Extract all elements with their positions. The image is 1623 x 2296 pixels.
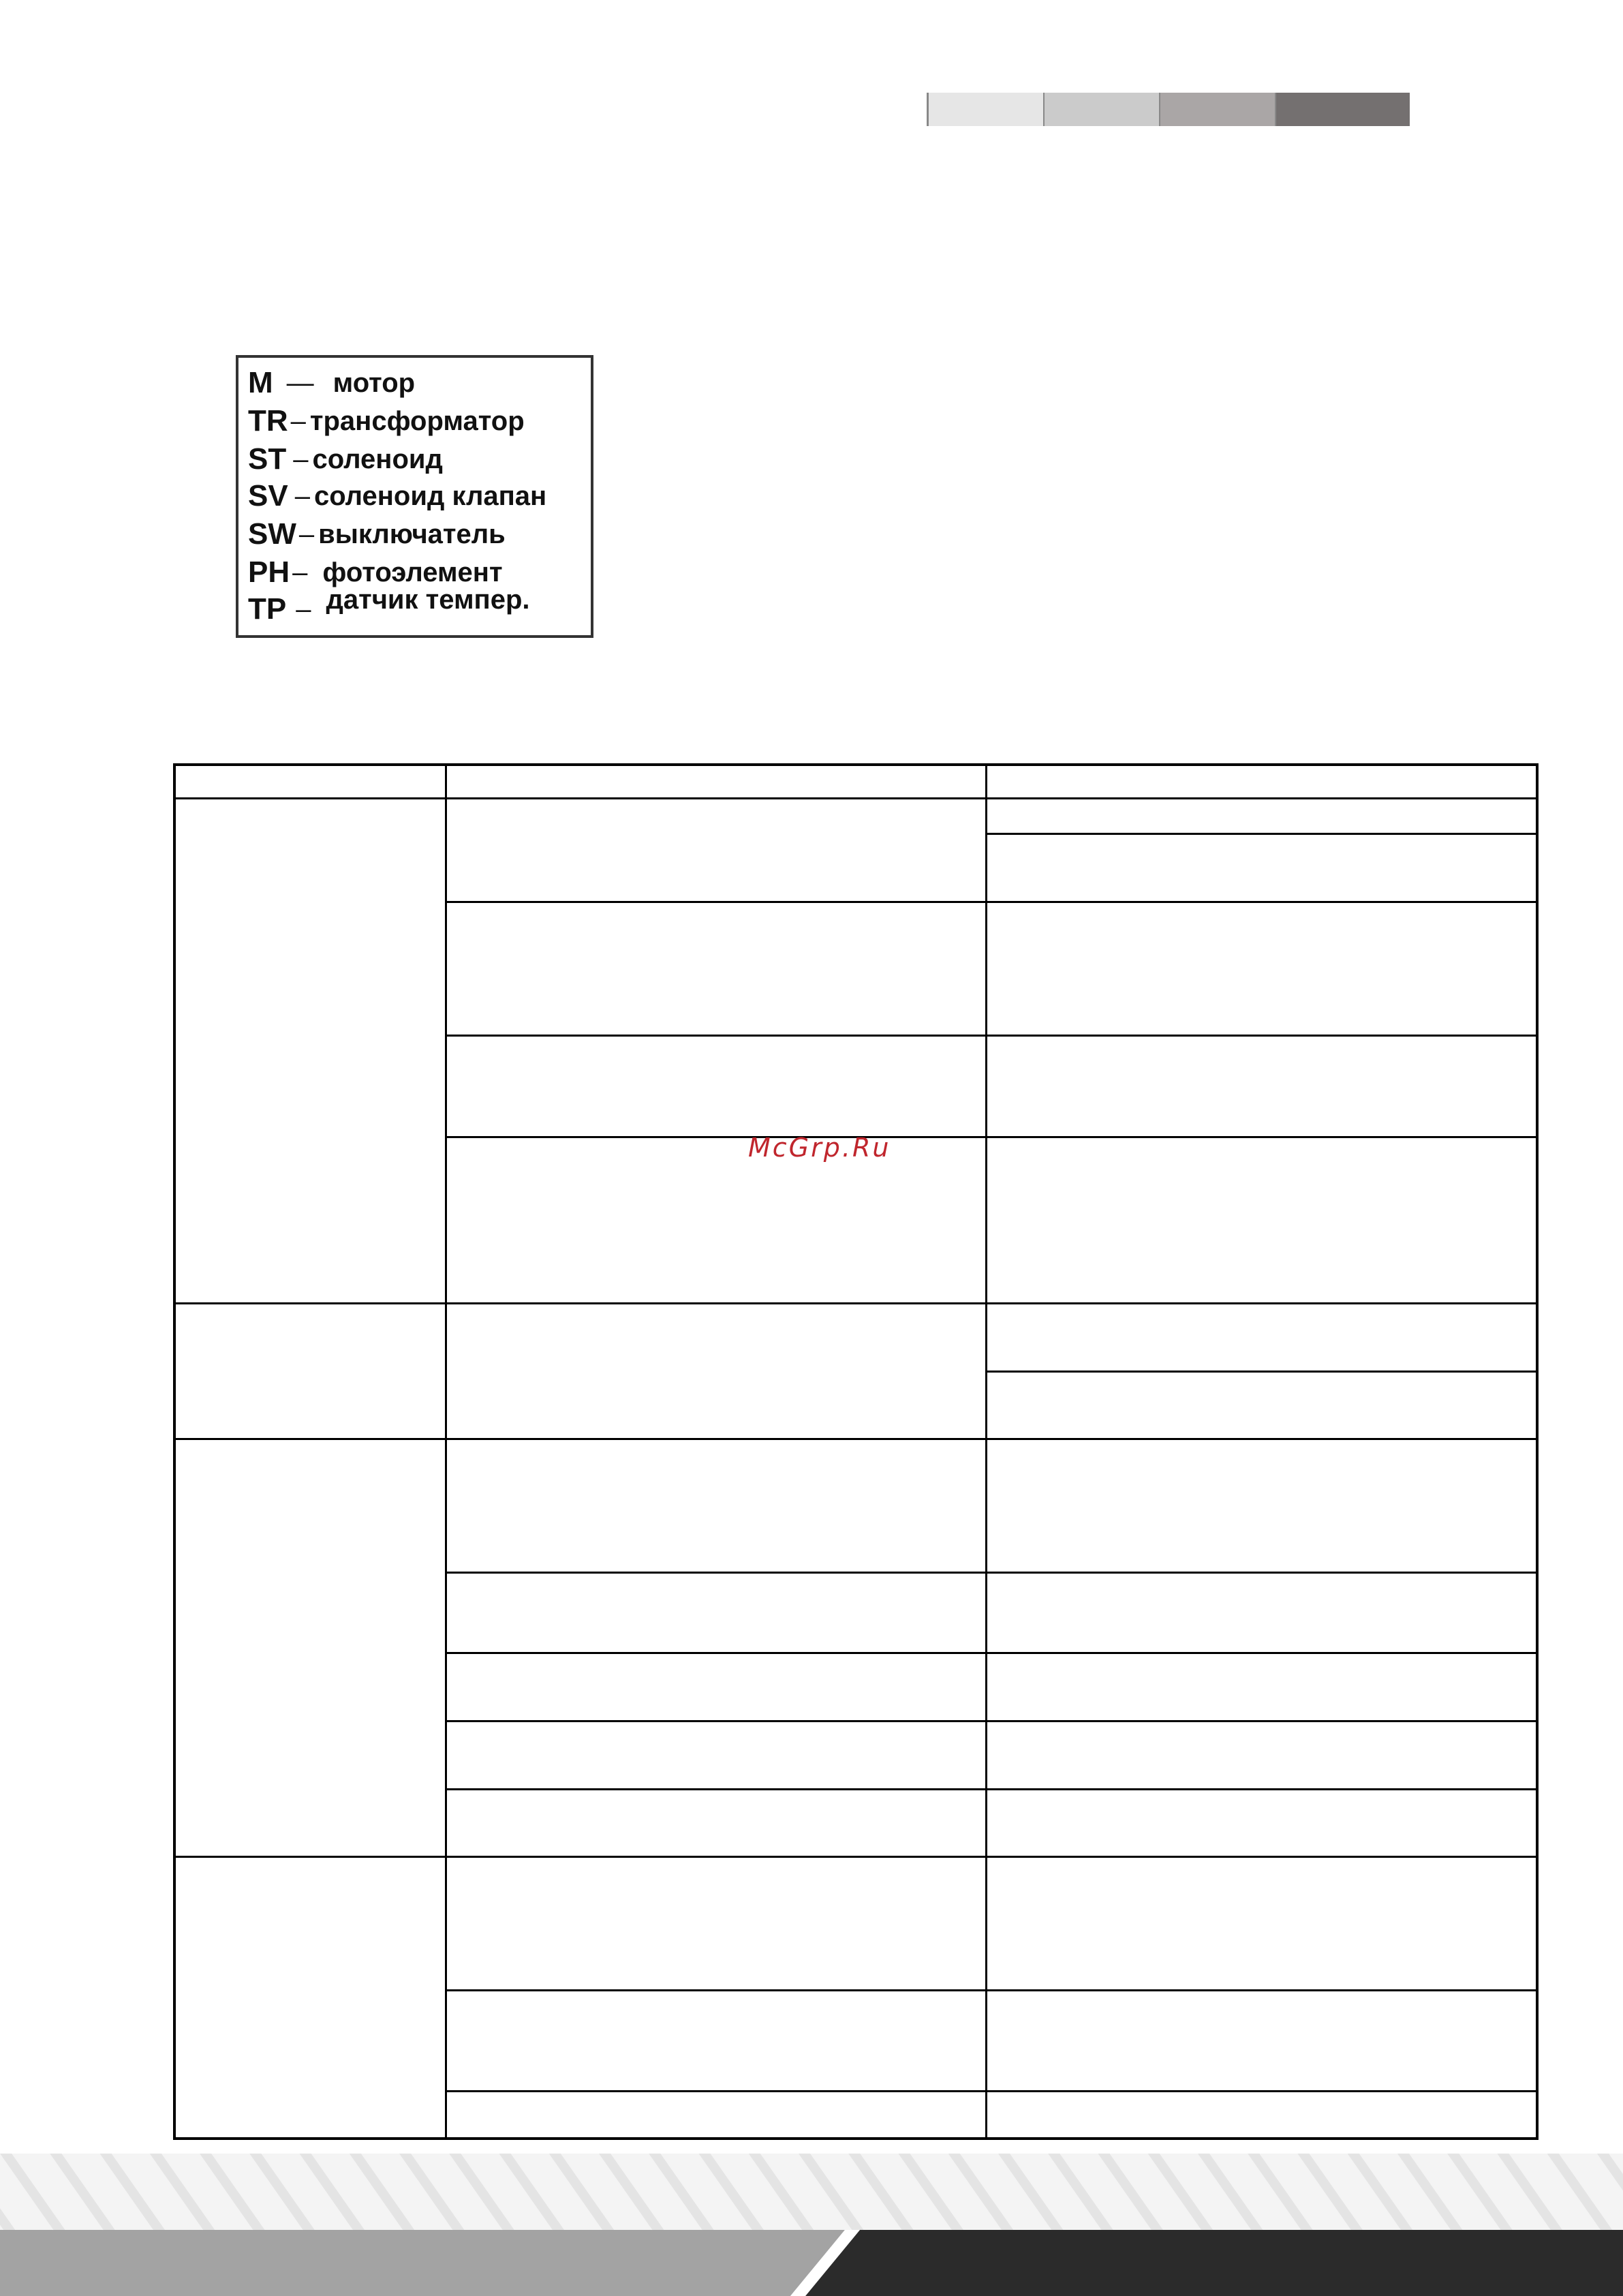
- row-divider: [445, 1788, 1539, 1790]
- row-divider: [445, 1989, 1539, 1991]
- table-right-border: [1536, 763, 1539, 2140]
- legend-dash: –: [294, 480, 310, 511]
- column-divider-2: [985, 763, 987, 2140]
- legend-code: PH: [248, 555, 290, 589]
- legend-desc: датчик темпер.: [326, 584, 530, 615]
- table-bottom-border: [173, 2137, 1539, 2140]
- table-left-border: [173, 763, 176, 2140]
- row-divider: [985, 833, 1539, 835]
- legend-dash: –: [290, 405, 306, 436]
- strip-segment-3: [1160, 93, 1276, 126]
- legend-code: TR: [248, 404, 288, 438]
- legend-desc: соленоид клапан: [313, 480, 547, 511]
- legend-code: M: [248, 366, 273, 399]
- watermark-text: McGrp.Ru: [748, 1133, 891, 1163]
- row-divider: [445, 1720, 1539, 1722]
- legend-item: [248, 365, 415, 401]
- legend-desc: соленоид: [312, 444, 443, 474]
- legend-dash: –: [292, 557, 308, 587]
- row-divider: [445, 1572, 1539, 1574]
- legend-desc: мотор: [333, 367, 416, 398]
- legend-desc: трансформатор: [309, 405, 525, 436]
- group-divider: [173, 1302, 1539, 1304]
- strip-segment-2: [1045, 93, 1160, 126]
- legend-code: ST: [248, 442, 287, 476]
- header-color-strip: [927, 93, 1410, 126]
- column-divider-1: [445, 763, 447, 2140]
- legend-dash: –: [293, 444, 309, 474]
- strip-segment-4: [1276, 93, 1410, 126]
- legend-dash: –: [298, 519, 315, 549]
- legend-item: [248, 478, 546, 515]
- row-divider: [445, 1136, 1539, 1138]
- strip-segment-1: [929, 93, 1045, 126]
- table-top-border: [173, 763, 1539, 766]
- legend-dash: —: [286, 367, 314, 398]
- row-divider: [445, 1035, 1539, 1037]
- page-footer-decoration: [0, 2154, 1623, 2296]
- footer-graphic: [0, 2154, 1623, 2296]
- legend-code: SW: [248, 517, 296, 551]
- group-divider: [173, 1438, 1539, 1440]
- row-divider: [445, 901, 1539, 903]
- legend-item: [248, 584, 530, 628]
- legend-box: [236, 355, 593, 638]
- group-divider: [173, 1856, 1539, 1858]
- legend-code: SV: [248, 479, 288, 512]
- row-divider: [445, 1652, 1539, 1654]
- legend-item: [248, 403, 525, 440]
- header-row-divider: [173, 797, 1539, 799]
- legend-item: [248, 516, 506, 553]
- legend-code: TP: [248, 592, 287, 626]
- legend-item: [248, 441, 443, 478]
- legend-desc: выключатель: [318, 519, 506, 549]
- row-divider: [985, 1371, 1539, 1373]
- legend-desc: фотоэлемент: [322, 557, 503, 587]
- row-divider: [445, 2090, 1539, 2092]
- legend-dash: –: [296, 594, 311, 624]
